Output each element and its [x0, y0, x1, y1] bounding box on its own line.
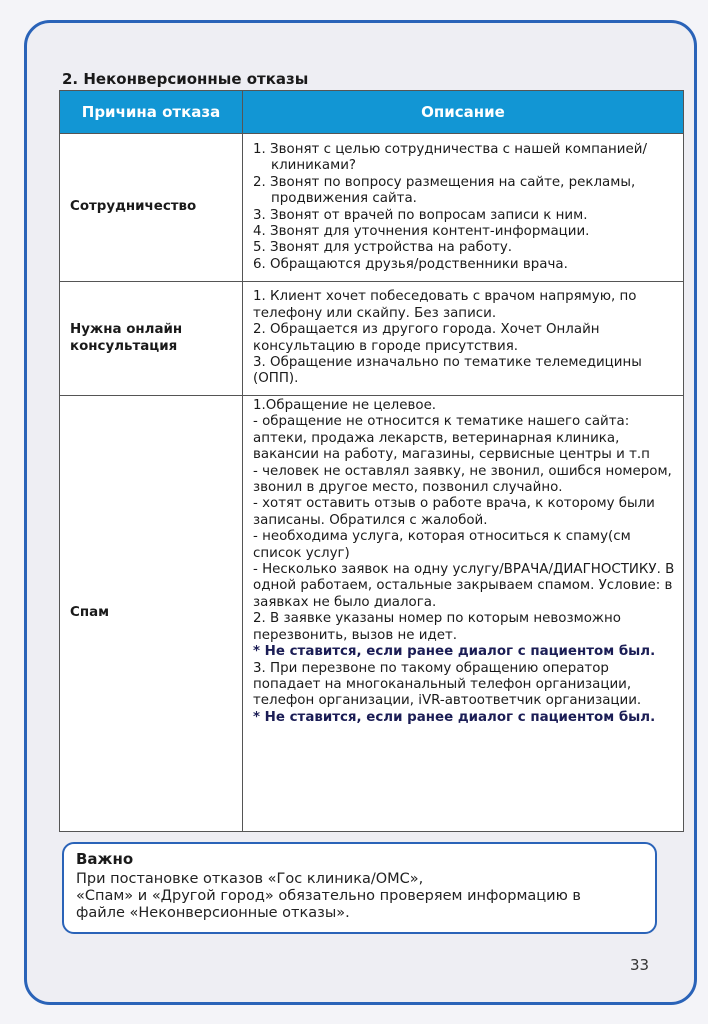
- important-title: Важно: [76, 850, 134, 868]
- reason-cell: Сотрудничество: [60, 134, 243, 282]
- description-cell: [243, 134, 684, 282]
- important-line: файле «Неконверсионные отказы».: [76, 905, 350, 921]
- spam-line: - человек не оставлял заявку, не звонил, ошибся номером, звонил в другое место, позвонил случайно.: [253, 463, 672, 496]
- spam-line: 3. При перезвоне по такому обращению оператор попадает на многоканальный телефон организации, телефон организации, iVR-автоответчик организации.: [253, 660, 642, 709]
- refusals-table: [59, 90, 684, 832]
- spam-line: - Несколько заявок на одну услугу/ВРАЧА/ДИАГНОСТИКУ. В одной работаем, остальные закрываем спамом. Условие: в заявках не было диалога.: [253, 562, 675, 610]
- important-line: При постановке отказов «Гос клиника/ОМС»,: [76, 871, 424, 887]
- table-row: [60, 396, 684, 832]
- reason-cell: Спам: [60, 396, 243, 832]
- important-note-box: [62, 842, 657, 934]
- list-item: 5. Звонят для устройства на работу.: [253, 240, 513, 256]
- header-reason: Причина отказа: [60, 91, 243, 134]
- list-item: 4. Звонят для уточнения контент-информации.: [253, 223, 590, 239]
- header-description: Описание: [243, 91, 684, 134]
- spam-line: 1.Обращение не целевое.: [253, 398, 437, 413]
- list-item: 2. Звонят по вопросу размещения на сайте, рекламы, продвижения сайта.: [253, 174, 636, 207]
- table-header-row: [60, 91, 684, 134]
- spam-note: * Не ставится, если ранее диалог с пациентом был.: [253, 644, 656, 660]
- table-row: [60, 134, 684, 282]
- description-cell: [243, 282, 684, 396]
- list-item: 6. Обращаются друзья/родственники врача.: [253, 256, 568, 272]
- list-item: 1. Клиент хочет побеседовать с врачом напрямую, по телефону или скайпу. Без записи.: [253, 289, 637, 321]
- list-item: 3. Обращение изначально по тематике телемедицины (ОПП).: [253, 354, 642, 387]
- reason-cell: Нужна онлайн консультация: [60, 282, 243, 396]
- spam-note: * Не ставится, если ранее диалог с пациентом был.: [253, 709, 656, 725]
- description-cell: [243, 396, 684, 832]
- section-title: 2. Неконверсионные отказы: [62, 70, 309, 88]
- list-item: 2. Обращается из другого города. Хочет Онлайн консультацию в городе присутствия.: [253, 322, 600, 354]
- spam-line: - необходима услуга, которая относиться к спаму(см список услуг): [253, 529, 631, 561]
- page-number: 33: [630, 956, 650, 974]
- important-line: «Спам» и «Другой город» обязательно проверяем информацию в: [76, 888, 581, 904]
- list-item: 3. Звонят от врачей по вопросам записи к ним.: [253, 207, 588, 223]
- spam-line: - хотят оставить отзыв о работе врача, к которому были записаны. Обратился с жалобой.: [253, 496, 655, 528]
- table-row: [60, 282, 684, 396]
- spam-line: - обращение не относится к тематике нашего сайта: аптеки, продажа лекарств, ветеринарная клиника, вакансии на работу, магазины, сервисные центры и т.п: [253, 414, 650, 463]
- spam-line: 2. В заявке указаны номер по которым невозможно перезвонить, вызов не идет.: [253, 611, 621, 643]
- list-item: 1. Звонят с целью сотрудничества с нашей компанией/клиниками?: [253, 141, 647, 174]
